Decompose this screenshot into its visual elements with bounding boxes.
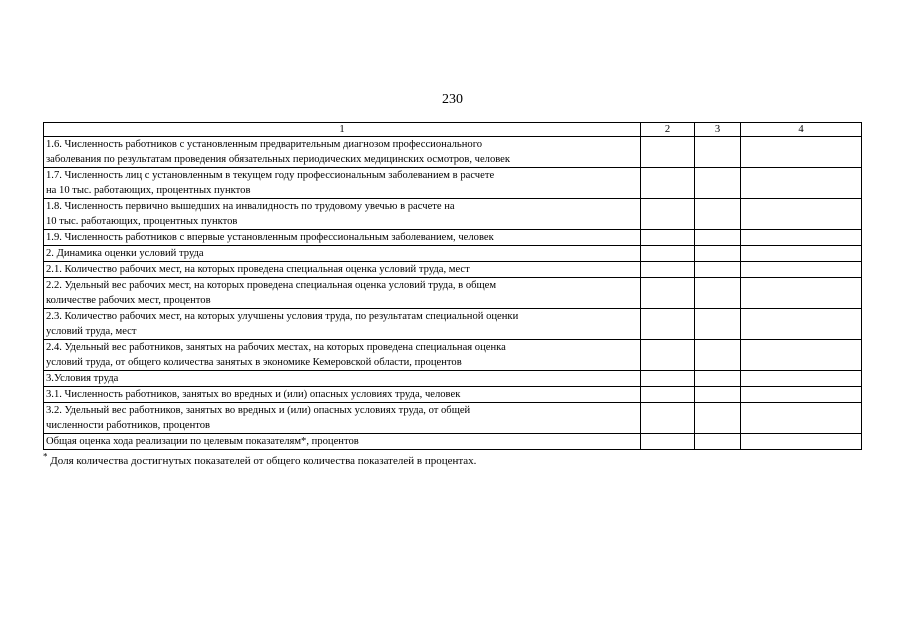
- value-cell-col-3: [695, 278, 741, 309]
- indicator-name-cell: [44, 262, 641, 278]
- table-row: [44, 340, 862, 371]
- table-row: [44, 262, 862, 278]
- indicator-name-line: 2.3. Количество рабочих мест, на которых улучшены условия труда, по результатам специальной оценки: [46, 311, 519, 322]
- indicator-name-line: 10 тыс. работающих, процентных пунктов: [46, 216, 238, 227]
- table-row: [44, 246, 862, 262]
- value-cell-col-2: [641, 230, 695, 246]
- indicator-name-line: условий труда, мест: [46, 326, 137, 337]
- indicator-name-cell: [44, 278, 641, 309]
- value-cell-col-4: [741, 199, 862, 230]
- value-cell-col-3: [695, 199, 741, 230]
- table-row: [44, 371, 862, 387]
- value-cell-col-4: [741, 434, 862, 450]
- value-cell-col-2: [641, 278, 695, 309]
- table-header-row: [44, 123, 862, 137]
- header-col-4: 4: [741, 123, 862, 137]
- value-cell-col-3: [695, 168, 741, 199]
- indicator-name-line: 3.Условия труда: [46, 373, 119, 384]
- indicator-name-line: 2.2. Удельный вес рабочих мест, на которых проведена специальная оценка условий труда, в общем: [46, 280, 497, 291]
- value-cell-col-3: [695, 434, 741, 450]
- indicator-name-cell: [44, 137, 641, 168]
- value-cell-col-3: [695, 403, 741, 434]
- value-cell-col-4: [741, 168, 862, 199]
- table-row: [44, 403, 862, 434]
- indicator-name-cell: [44, 387, 641, 403]
- value-cell-col-2: [641, 309, 695, 340]
- value-cell-col-2: [641, 199, 695, 230]
- table-row: [44, 434, 862, 450]
- table-row: [44, 199, 862, 230]
- header-col-2: 2: [641, 123, 695, 137]
- indicator-name-line: численности работников, процентов: [46, 420, 211, 431]
- indicator-name-cell: [44, 340, 641, 371]
- value-cell-col-3: [695, 262, 741, 278]
- indicator-name-cell: [44, 371, 641, 387]
- value-cell-col-2: [641, 246, 695, 262]
- page-number: 230: [442, 92, 463, 107]
- indicator-name-line: 1.8. Численность первично вышедших на инвалидность по трудовому увечью в расчете на: [46, 201, 455, 212]
- value-cell-col-3: [695, 230, 741, 246]
- value-cell-col-2: [641, 387, 695, 403]
- table-row: [44, 137, 862, 168]
- value-cell-col-2: [641, 371, 695, 387]
- indicator-name-cell: [44, 168, 641, 199]
- indicator-name-line: 3.2. Удельный вес работников, занятых во вредных и (или) опасных условиях труда, от общей: [46, 405, 471, 416]
- value-cell-col-2: [641, 168, 695, 199]
- value-cell-col-4: [741, 246, 862, 262]
- value-cell-col-4: [741, 403, 862, 434]
- value-cell-col-4: [741, 387, 862, 403]
- indicator-name-line: 2. Динамика оценки условий труда: [46, 248, 204, 259]
- footnote: [43, 453, 476, 469]
- indicator-name-cell: [44, 199, 641, 230]
- value-cell-col-4: [741, 371, 862, 387]
- value-cell-col-3: [695, 309, 741, 340]
- indicator-name-line: 2.1. Количество рабочих мест, на которых проведена специальная оценка условий труда, мест: [46, 264, 470, 275]
- indicator-name-line: 1.9. Численность работников с впервые установленным профессиональным заболеванием, человек: [46, 232, 494, 243]
- table-row: [44, 387, 862, 403]
- value-cell-col-4: [741, 262, 862, 278]
- value-cell-col-2: [641, 403, 695, 434]
- indicator-name-cell: [44, 230, 641, 246]
- indicator-name-line: 1.6. Численность работников с установленным предварительным диагнозом профессионального: [46, 139, 483, 150]
- indicator-name-line: 3.1. Численность работников, занятых во вредных и (или) опасных условиях труда, человек: [46, 389, 461, 400]
- value-cell-col-3: [695, 371, 741, 387]
- value-cell-col-2: [641, 137, 695, 168]
- table-body: [44, 137, 862, 450]
- value-cell-col-4: [741, 278, 862, 309]
- table-row: [44, 278, 862, 309]
- indicator-name-line: 2.4. Удельный вес работников, занятых на рабочих местах, на которых проведена специальная оценка: [46, 342, 506, 353]
- value-cell-col-3: [695, 340, 741, 371]
- value-cell-col-4: [741, 309, 862, 340]
- indicator-name-line: на 10 тыс. работающих, процентных пунктов: [46, 185, 251, 196]
- value-cell-col-4: [741, 137, 862, 168]
- table-row: [44, 230, 862, 246]
- indicator-name-cell: [44, 309, 641, 340]
- footnote-mark: *: [43, 451, 48, 462]
- value-cell-col-4: [741, 340, 862, 371]
- header-col-3: 3: [695, 123, 741, 137]
- indicator-name-cell: [44, 246, 641, 262]
- value-cell-col-3: [695, 137, 741, 168]
- indicator-name-cell: [44, 434, 641, 450]
- indicator-name-line: 1.7. Численность лиц с установленным в текущем году профессиональным заболеванием в расчете: [46, 170, 495, 181]
- value-cell-col-3: [695, 387, 741, 403]
- header-col-1: 1: [44, 123, 641, 137]
- indicators-table: [43, 122, 862, 450]
- value-cell-col-3: [695, 246, 741, 262]
- indicator-name-line: Общая оценка хода реализации по целевым показателям*, процентов: [46, 436, 359, 447]
- table-row: [44, 309, 862, 340]
- value-cell-col-2: [641, 340, 695, 371]
- value-cell-col-2: [641, 434, 695, 450]
- footnote-text: Доля количества достигнутых показателей от общего количества показателей в процентах.: [47, 455, 477, 467]
- value-cell-col-4: [741, 230, 862, 246]
- indicator-name-line: условий труда, от общего количества занятых в экономике Кемеровской области, процентов: [46, 357, 462, 368]
- table-row: [44, 168, 862, 199]
- indicator-name-cell: [44, 403, 641, 434]
- value-cell-col-2: [641, 262, 695, 278]
- indicator-name-line: количестве рабочих мест, процентов: [46, 295, 211, 306]
- indicator-name-line: заболевания по результатам проведения обязательных периодических медицинских осмотров, человек: [46, 154, 511, 165]
